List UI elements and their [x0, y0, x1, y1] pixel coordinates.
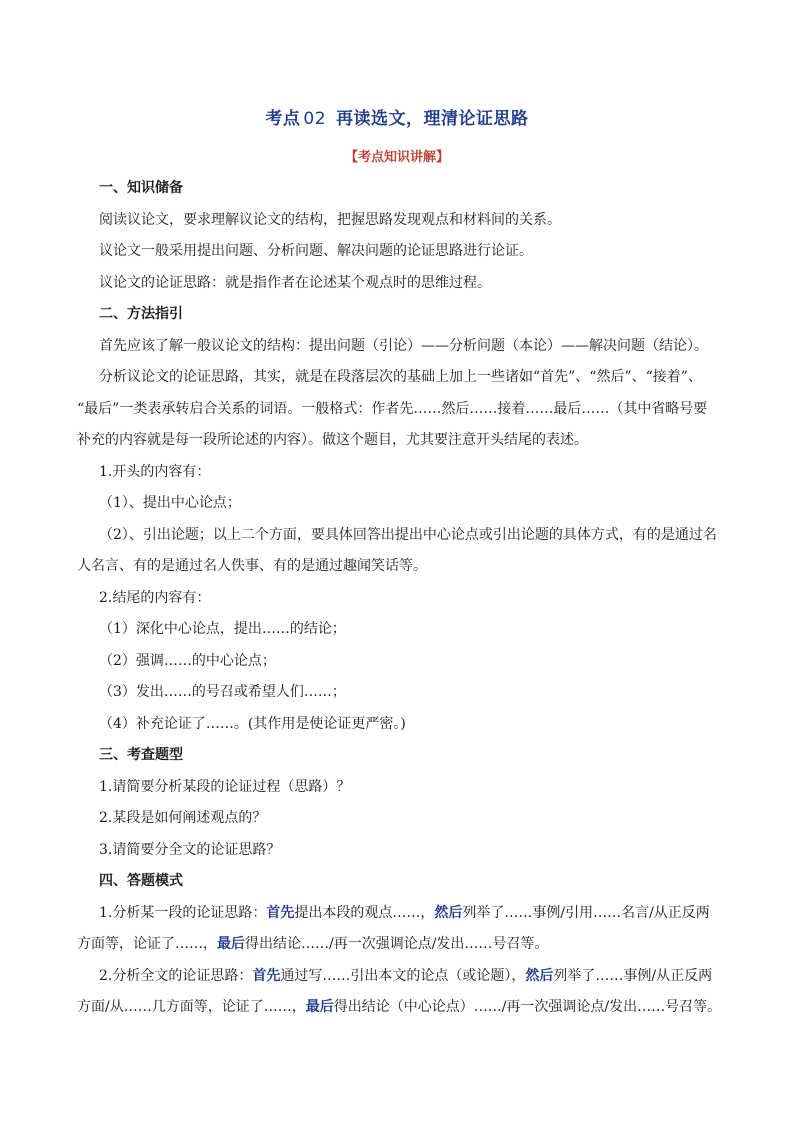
paragraph: 阅读议论文，要求理解议论文的结构，把握思路发现观点和材料间的关系。 [99, 211, 561, 228]
list-heading-ending: 2.结尾的内容有： [99, 589, 211, 606]
section-subtitle: 【考点知识讲解】 [344, 150, 449, 165]
list-item: （1）、提出中心论点； [99, 495, 241, 511]
keyword-then: 然后 [434, 904, 463, 921]
paragraph: “最后”一类表承转启合关系的词语。一般格式：作者先……然后……接着……最后……（其中省略号要 [77, 400, 708, 417]
keyword-finally: 最后 [305, 999, 334, 1015]
keyword-finally: 最后 [217, 936, 245, 952]
answer-pattern-paragraph-continued [77, 929, 719, 961]
paragraph: 分析议论文的论证思路，其实，就是在段落层次的基础上加上一些诸如“首先”、“然后”、“接着”、 [99, 369, 702, 385]
question-item: 3.请简要分全文的论证思路？ [99, 841, 281, 858]
list-item: （4）补充论证了……。(其作用是使论证更严密。) [99, 715, 406, 732]
question-item: 2.某段是如何阐述观点的？ [99, 810, 267, 826]
heading-question-types: 三、考查题型 [99, 747, 183, 763]
list-item: （2）、引出论题；以上二个方面，要具体回答出提出中心论点或引出论题的具体方式，有的是通过名 [99, 526, 717, 543]
answer-text: 方面等，论证了……， [77, 936, 217, 952]
answer-text: 通过写……引出本文的论点（或论题）， [280, 967, 526, 984]
keyword-then: 然后 [525, 967, 554, 984]
question-item: 1.请简要分析某段的论证过程（思路）？ [99, 778, 351, 795]
answer-text: 得出结论……/再一次强调论点/发出……号召等。 [245, 936, 549, 952]
paragraph: 议论文的论证思路：就是指作者在论述某个观点时的思维过程。 [99, 274, 491, 291]
answer-text: 得出结论（中心论点）……/再一次强调论点/发出……号召等。 [333, 999, 722, 1015]
list-item: （2）强调……的中心论点； [99, 652, 276, 669]
heading-answer-patterns: 四、答题模式 [99, 873, 183, 889]
answer-intro: 1.分析某一段的论证思路： [99, 904, 267, 921]
document-body [77, 173, 722, 1024]
answer-text: 列举了……事例/引用……名言/从正反两 [462, 904, 710, 921]
title-prefix: 考点 [265, 109, 301, 129]
page-title [0, 104, 794, 129]
keyword-first: 首先 [266, 904, 295, 921]
answer-text: 列举了……事例/从正反两 [553, 967, 713, 984]
answer-pattern-paragraph [99, 898, 719, 930]
answer-text: 方面/从……几方面等，论证了……， [77, 999, 306, 1015]
title-number: 02 [303, 109, 327, 129]
list-heading-opening: 1.开头的内容有： [99, 463, 211, 480]
title-main: 再读选文，理清论证思路 [336, 109, 529, 129]
paragraph: 首先应该了解一般议论文的结构：提出问题（引论）——分析问题（本论）——解决问题（结论）。 [99, 337, 708, 354]
paragraph: 补充的内容就是每一段所论述的内容）。做这个题目，尤其要注意开头结尾的表述。 [77, 432, 588, 448]
list-item: （3）发出……的号召或希望人们……； [99, 684, 346, 700]
answer-intro: 2.分析全文的论证思路： [99, 967, 253, 984]
heading-knowledge: 一、知识储备 [99, 180, 183, 196]
answer-text: 提出本段的观点……， [294, 904, 435, 921]
answer-pattern-fulltext [99, 961, 719, 993]
list-item: （1）深化中心论点，提出……的结论； [99, 621, 346, 637]
heading-method: 二、方法指引 [99, 306, 183, 322]
paragraph: 议论文一般采用提出问题、分析问题、解决问题的论证思路进行论证。 [99, 243, 533, 259]
answer-pattern-fulltext-continued [77, 992, 722, 1024]
keyword-first: 首先 [252, 967, 281, 984]
list-item-continued: 人名言、有的是通过名人佚事、有的是通过趣闻笑话等。 [77, 558, 427, 574]
